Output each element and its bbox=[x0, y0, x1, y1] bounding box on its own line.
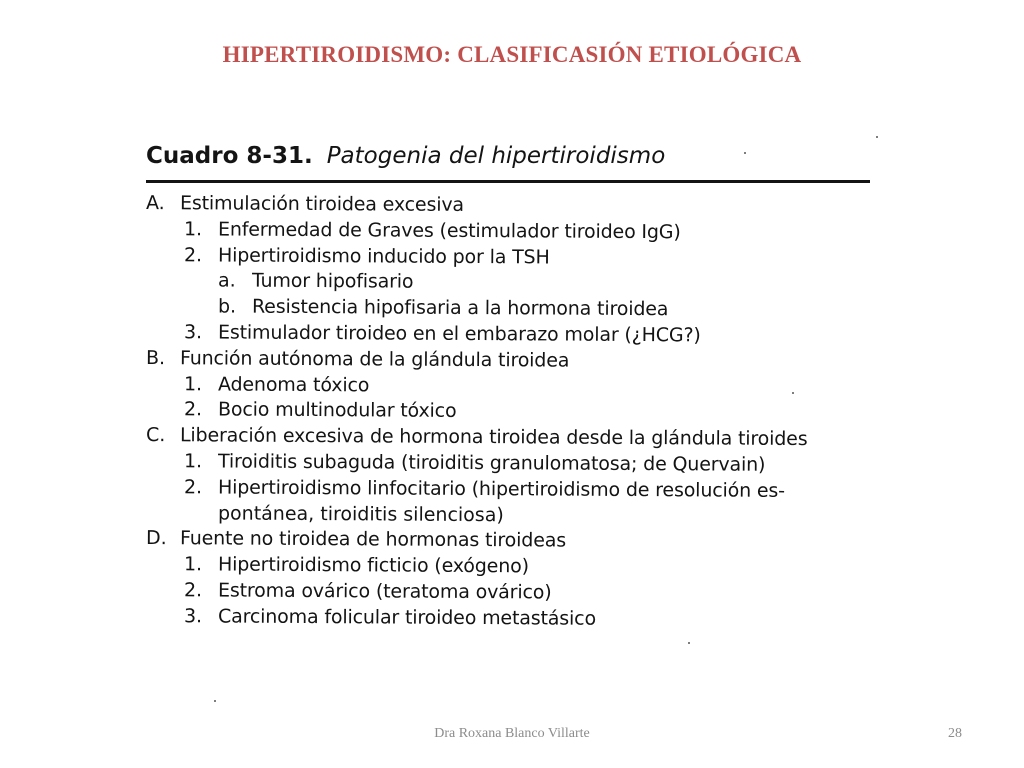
item-marker: D. bbox=[145, 527, 167, 550]
item-text: Estimulación tiroidea excesiva bbox=[179, 192, 465, 216]
item-text: Tiroiditis subaguda (tiroiditis granulomatosa; de Quervain) bbox=[217, 450, 766, 476]
list-item bbox=[146, 604, 870, 634]
item-text: Resistencia hipofisaria a la hormona tiroidea bbox=[251, 295, 669, 321]
item-text: Tumor hipofisario bbox=[251, 270, 414, 294]
item-text: Carcinoma folicular tiroideo metastásico bbox=[217, 605, 597, 630]
item-text: Fuente no tiroidea de hormonas tiroideas bbox=[179, 527, 567, 552]
scan-speck bbox=[792, 392, 794, 394]
item-marker: 3. bbox=[183, 604, 203, 628]
scan-speck bbox=[214, 700, 216, 702]
item-marker: 1. bbox=[183, 218, 203, 241]
item-text: Estimulador tiroideo en el embarazo molar (¿HCG?) bbox=[217, 321, 701, 347]
scan-speck bbox=[688, 642, 690, 644]
list-item bbox=[146, 449, 870, 479]
item-marker: 1. bbox=[183, 372, 203, 395]
item-marker: 1. bbox=[183, 553, 203, 576]
item-text: Hipertiroidismo linfocitario (hipertiroidismo de resolución es- bbox=[217, 476, 785, 502]
item-marker: C. bbox=[145, 424, 166, 447]
item-marker: 1. bbox=[183, 450, 203, 473]
table-heading bbox=[146, 138, 870, 174]
item-text: Función autónoma de la glándula tiroidea bbox=[179, 346, 570, 372]
item-text: Bocio multinodular tóxico bbox=[217, 398, 457, 423]
item-marker: 2. bbox=[183, 243, 203, 266]
list-item bbox=[146, 217, 870, 247]
heading-rule bbox=[146, 180, 870, 183]
item-marker: B. bbox=[145, 346, 166, 369]
scanned-table bbox=[146, 138, 870, 630]
item-text: Liberación excesiva de hormona tiroidea desde la glándula tiroides bbox=[179, 424, 808, 451]
list-item bbox=[146, 346, 870, 376]
item-text: Hipertiroidismo ficticio (exógeno) bbox=[217, 553, 529, 578]
item-marker: 2. bbox=[183, 579, 203, 602]
item-text: Hipertiroidismo inducido por la TSH bbox=[217, 244, 550, 269]
item-marker: a. bbox=[217, 269, 236, 292]
list-item bbox=[146, 320, 870, 350]
item-text: Estroma ovárico (teratoma ovárico) bbox=[217, 579, 552, 604]
slide-title: HIPERTIROIDISMO: CLASIFICASIÓN ETIOLÓGICA bbox=[222, 42, 802, 67]
table-caption: Patogenia del hipertiroidismo bbox=[326, 143, 666, 169]
item-marker: 2. bbox=[183, 475, 203, 499]
footer-author: Dra Roxana Blanco Villarte bbox=[434, 726, 590, 741]
list-item bbox=[146, 475, 870, 505]
item-text: Enfermedad de Graves (estimulador tiroideo IgG) bbox=[217, 218, 681, 244]
scan-speck bbox=[744, 152, 746, 154]
table-number: Cuadro 8-31. bbox=[146, 143, 313, 169]
item-marker: 3. bbox=[183, 321, 203, 344]
item-text: Adenoma tóxico bbox=[217, 373, 370, 396]
scan-speck bbox=[876, 136, 878, 138]
item-marker: A. bbox=[145, 192, 165, 215]
item-marker: b. bbox=[217, 295, 237, 318]
item-marker: 2. bbox=[183, 398, 203, 421]
item-text: pontánea, tiroiditis silenciosa) bbox=[217, 502, 504, 526]
list-item bbox=[146, 578, 870, 608]
page-number: 28 bbox=[948, 726, 962, 741]
